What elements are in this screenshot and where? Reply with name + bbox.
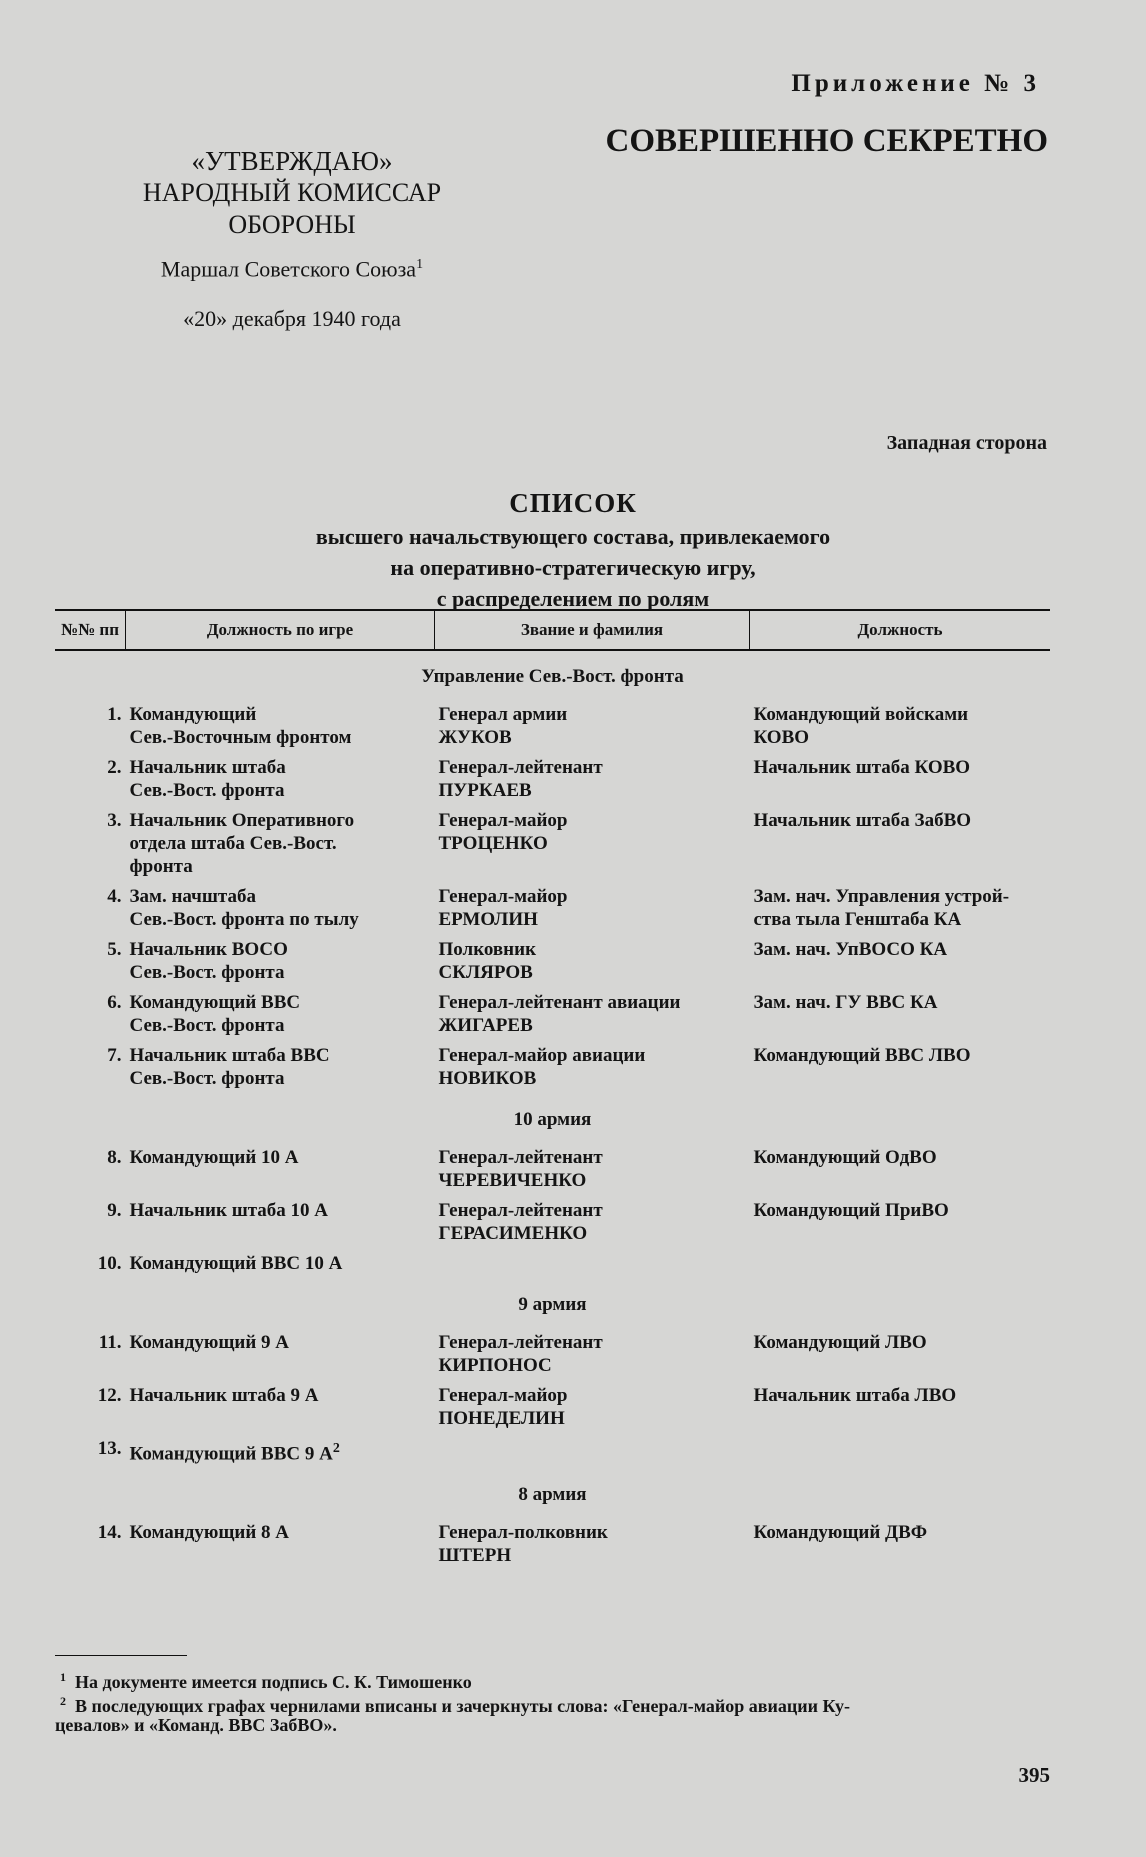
rank-and-name-text: Генерал-полковник — [438, 1522, 608, 1544]
game-role-line — [130, 756, 431, 779]
game-role — [126, 700, 435, 753]
rank-and-name — [435, 988, 750, 1041]
game-role-line — [130, 961, 431, 984]
actual-post-line — [754, 726, 1047, 749]
rank-and-name-line — [439, 1146, 746, 1169]
rank-and-name-line — [439, 703, 746, 726]
rank-and-name-text: ЕРМОЛИН — [438, 909, 538, 930]
rank-and-name-text: ПУРКАЕВ — [438, 780, 532, 801]
rank-and-name-line — [439, 726, 746, 749]
game-role-text: Сев.-Вост. фронта — [129, 1068, 285, 1089]
footnote-1-text: На документе имеется подпись С. К. Тимошенко — [75, 1672, 472, 1692]
section-row — [55, 650, 1050, 700]
actual-post-line — [754, 885, 1047, 908]
actual-post — [750, 1434, 1051, 1469]
actual-post-text: Командующий ЛВО — [753, 1332, 927, 1353]
rank-and-name-text: Генерал-лейтенант — [438, 1200, 603, 1221]
game-role — [126, 1249, 435, 1279]
actual-post-line — [754, 908, 1047, 931]
actual-post-text: Зам. нач. Управления устрой- — [753, 886, 1010, 907]
game-role-line — [130, 991, 431, 1014]
actual-post-text: Зам. нач. ГУ ВВС КА — [753, 992, 938, 1013]
row-number: 1. — [107, 704, 122, 725]
section-title: 10 армия — [513, 1109, 592, 1130]
rank-and-name-text: НОВИКОВ — [438, 1068, 537, 1089]
footnote-2-mark: 2 — [60, 1694, 66, 1708]
rank-and-name-line — [439, 1067, 746, 1090]
rank-and-name-line — [439, 1331, 746, 1354]
actual-post — [750, 882, 1051, 935]
approval-signatory — [120, 249, 464, 285]
rank-and-name — [435, 1518, 750, 1571]
game-role-line — [130, 1146, 431, 1169]
col-header-role: Должность по игре — [126, 610, 435, 650]
rank-and-name — [435, 806, 750, 882]
row-number: 6. — [107, 992, 122, 1013]
game-role-line — [130, 1014, 431, 1037]
actual-post-line — [754, 1331, 1047, 1354]
section-title: Управление Сев.-Вост. фронта — [421, 666, 684, 687]
rank-and-name-line — [439, 809, 746, 832]
actual-post-line — [754, 1044, 1047, 1067]
row-number: 10. — [97, 1253, 122, 1274]
side-label: Западная сторона — [886, 432, 1047, 454]
game-role — [126, 1041, 435, 1094]
row-number: 3. — [107, 810, 122, 831]
actual-post-line — [754, 809, 1047, 832]
game-role-text: Командующий 8 А — [129, 1522, 290, 1544]
rank-and-name — [435, 1434, 750, 1469]
rank-and-name-line — [439, 1354, 746, 1377]
rank-and-name-text: СКЛЯРОВ — [438, 962, 533, 983]
game-role-line — [130, 1044, 431, 1067]
table-row — [55, 1518, 1050, 1571]
table-row — [55, 1381, 1050, 1434]
rank-and-name — [435, 935, 750, 988]
game-role-line — [130, 809, 431, 832]
table-row — [55, 1041, 1050, 1094]
rank-and-name — [435, 1381, 750, 1434]
rank-and-name-line — [439, 1384, 746, 1407]
col-header-number: №№ пп — [55, 610, 126, 650]
rank-and-name-line — [439, 991, 746, 1014]
row-number: 7. — [107, 1045, 122, 1066]
game-role-line — [130, 779, 431, 802]
actual-post-line — [754, 1521, 1047, 1544]
game-role-text: Командующий 9 А — [129, 1332, 290, 1353]
rank-and-name-text: Генерал-лейтенант — [438, 1332, 603, 1353]
actual-post-line — [754, 1199, 1047, 1222]
game-role — [126, 753, 435, 806]
section-row — [55, 1469, 1050, 1518]
game-role-line — [130, 1067, 431, 1090]
rank-and-name-line — [439, 961, 746, 984]
actual-post — [750, 935, 1051, 988]
list-title-line-2: на оперативно-стратегическую игру, — [390, 555, 756, 580]
footnote-1-mark: 1 — [60, 1670, 66, 1684]
rank-and-name — [435, 700, 750, 753]
actual-post — [750, 1518, 1051, 1571]
col-header-post: Должность — [750, 610, 1051, 650]
section-title: 9 армия — [518, 1294, 587, 1315]
game-role-text: Сев.-Восточным фронтом — [129, 727, 352, 748]
actual-post-text: Начальник штаба КОВО — [753, 757, 971, 778]
game-role-line — [130, 726, 431, 749]
game-role-line — [130, 908, 431, 931]
actual-post — [750, 753, 1051, 806]
actual-post-line — [754, 938, 1047, 961]
row-number: 2. — [107, 757, 122, 778]
game-role — [126, 1518, 435, 1571]
game-role-text: Начальник штаба 10 А — [129, 1200, 329, 1221]
rank-and-name-line — [439, 756, 746, 779]
actual-post-line — [754, 756, 1047, 779]
game-role — [126, 806, 435, 882]
rank-and-name — [435, 1143, 750, 1196]
actual-post — [750, 1041, 1051, 1094]
game-role-text: Сев.-Вост. фронта по тылу — [129, 909, 359, 930]
row-number: 8. — [107, 1147, 122, 1168]
table-body — [55, 650, 1050, 1571]
row-number: 11. — [98, 1332, 122, 1353]
page-number: 395 — [1018, 1763, 1050, 1787]
rank-and-name-line — [439, 1199, 746, 1222]
game-role-line — [130, 703, 431, 726]
actual-post — [750, 700, 1051, 753]
footnote-2-text: В последующих графах чернилами вписаны и зачеркнуты слова: «Генерал-майор авиации Ку- — [75, 1696, 851, 1716]
rank-and-name-line — [439, 1222, 746, 1245]
game-role-line — [130, 1437, 431, 1465]
game-role-text: фронта — [129, 856, 193, 877]
rank-and-name-text: Генерал-лейтенант — [438, 1147, 603, 1168]
rank-and-name-line — [439, 1544, 746, 1567]
rank-and-name-text: ТРОЦЕНКО — [438, 833, 548, 854]
annex-label: Приложение № 3 — [791, 70, 1040, 97]
game-role-text: Начальник Оперативного — [129, 810, 355, 831]
rank-and-name-text: Генерал-майор — [438, 886, 568, 907]
actual-post-line — [754, 1384, 1047, 1407]
approval-date: «20» декабря 1940 года — [183, 306, 401, 332]
col-header-rank: Звание и фамилия — [435, 610, 750, 650]
actual-post — [750, 1196, 1051, 1249]
rank-and-name-line — [439, 832, 746, 855]
table-row — [55, 1249, 1050, 1279]
list-title-main: СПИСОК — [509, 488, 637, 518]
table-row — [55, 1434, 1050, 1469]
footnote-2-continuation: цевалов» и «Команд. ВВС ЗабВО». — [55, 1715, 337, 1735]
actual-post-text: Командующий ДВФ — [753, 1522, 928, 1544]
section-row — [55, 1094, 1050, 1143]
game-role — [126, 935, 435, 988]
game-role-line — [130, 938, 431, 961]
actual-post-text: Начальник штаба ЛВО — [753, 1385, 957, 1406]
actual-post-text: Начальник штаба ЗабВО — [753, 810, 972, 831]
row-number: 14. — [97, 1522, 122, 1544]
game-role-text: Начальник ВОСО — [129, 939, 288, 960]
game-role-text: отдела штаба Сев.-Вост. — [129, 833, 337, 854]
table-row — [55, 988, 1050, 1041]
actual-post — [750, 1328, 1051, 1381]
roles-table — [55, 609, 1050, 1571]
actual-post — [750, 1143, 1051, 1196]
signatory-text: Маршал Советского Союза — [160, 256, 417, 282]
approval-line-1: «УТВЕРЖДАЮ» — [191, 146, 393, 176]
rank-and-name-line — [439, 908, 746, 931]
game-role-text: Начальник штаба ВВС — [129, 1045, 330, 1066]
approval-line-3: ОБОРОНЫ — [228, 210, 356, 239]
game-role-text: Сев.-Вост. фронта — [129, 962, 285, 983]
footnote-ref-1: 1 — [416, 257, 424, 272]
actual-post-line — [754, 1146, 1047, 1169]
row-number: 12. — [97, 1385, 122, 1406]
classification-stamp: СОВЕРШЕННО СЕКРЕТНО — [605, 123, 1048, 159]
table-row — [55, 806, 1050, 882]
rank-and-name — [435, 1328, 750, 1381]
rank-and-name-line — [439, 1014, 746, 1037]
table-row — [55, 700, 1050, 753]
actual-post-text: ства тыла Генштаба КА — [753, 909, 962, 930]
rank-and-name — [435, 882, 750, 935]
table-row — [55, 882, 1050, 935]
actual-post — [750, 1381, 1051, 1434]
rank-and-name-line — [439, 779, 746, 802]
game-role-line — [130, 1521, 431, 1544]
rank-and-name-text: ЧЕРЕВИЧЕНКО — [438, 1170, 587, 1191]
game-role — [126, 988, 435, 1041]
table-row — [55, 753, 1050, 806]
table-row — [55, 1328, 1050, 1381]
rank-and-name-line — [439, 1521, 746, 1544]
game-role-text: Командующий ВВС 10 А — [129, 1253, 343, 1274]
game-role — [126, 882, 435, 935]
actual-post — [750, 1249, 1051, 1279]
rank-and-name-text: ЖУКОВ — [438, 727, 512, 748]
rank-and-name-line — [439, 938, 746, 961]
footnote-ref: 2 — [332, 1441, 340, 1456]
table-row — [55, 1143, 1050, 1196]
actual-post-text: Командующий ВВС ЛВО — [753, 1045, 971, 1066]
actual-post-text: Командующий ПриВО — [753, 1200, 949, 1221]
section-row — [55, 1279, 1050, 1328]
footnote-divider — [55, 1655, 187, 1656]
rank-and-name — [435, 753, 750, 806]
rank-and-name — [435, 1249, 750, 1279]
rank-and-name-text: ГЕРАСИМЕНКО — [438, 1223, 588, 1244]
rank-and-name-text: Полковник — [438, 939, 537, 960]
actual-post — [750, 988, 1051, 1041]
rank-and-name — [435, 1041, 750, 1094]
game-role — [126, 1434, 435, 1469]
list-title-line-3: с распределением по ролям — [436, 586, 710, 611]
rank-and-name-text: КИРПОНОС — [438, 1355, 552, 1376]
actual-post-text: Командующий ОдВО — [753, 1147, 937, 1168]
rank-and-name-text: Генерал-майор авиации — [438, 1045, 646, 1066]
rank-and-name-text: ПОНЕДЕЛИН — [438, 1408, 565, 1429]
row-number: 9. — [107, 1200, 122, 1221]
rank-and-name-text: Генерал-лейтенант — [438, 757, 603, 778]
actual-post-line — [754, 991, 1047, 1014]
table-row — [55, 935, 1050, 988]
game-role-text: Командующий ВВС 9 А — [129, 1443, 333, 1465]
rank-and-name-text: ЖИГАРЕВ — [438, 1015, 533, 1036]
game-role-line — [130, 885, 431, 908]
table-row — [55, 1196, 1050, 1249]
game-role — [126, 1143, 435, 1196]
rank-and-name — [435, 1196, 750, 1249]
table-header-row — [55, 610, 1050, 650]
row-number: 4. — [107, 886, 122, 907]
game-role-text: Командующий — [129, 704, 257, 725]
rank-and-name-text: ШТЕРН — [438, 1545, 512, 1567]
rank-and-name-text: Генерал-лейтенант авиации — [438, 992, 681, 1013]
rank-and-name-text: Генерал-майор — [438, 1385, 568, 1406]
game-role-line — [130, 1384, 431, 1407]
game-role-text: Начальник штаба — [129, 757, 286, 778]
game-role-text: Командующий 10 А — [129, 1147, 299, 1168]
rank-and-name-line — [439, 1044, 746, 1067]
approval-block — [120, 145, 464, 335]
game-role — [126, 1328, 435, 1381]
row-number: 13. — [97, 1438, 122, 1459]
actual-post-text: Зам. нач. УпВОСО КА — [753, 939, 948, 960]
rank-and-name-text: Генерал-майор — [438, 810, 568, 831]
list-title — [0, 488, 1146, 612]
game-role — [126, 1196, 435, 1249]
rank-and-name-line — [439, 1169, 746, 1192]
actual-post-text: Командующий войсками — [753, 704, 969, 725]
game-role-text: Начальник штаба 9 А — [129, 1385, 319, 1406]
game-role-line — [130, 855, 431, 878]
game-role-line — [130, 1252, 431, 1275]
game-role-text: Командующий ВВС — [129, 992, 301, 1013]
row-number: 5. — [107, 939, 122, 960]
rank-and-name-line — [439, 885, 746, 908]
actual-post-line — [754, 703, 1047, 726]
game-role-line — [130, 832, 431, 855]
game-role-text: Зам. начштаба — [129, 886, 256, 907]
section-title: 8 армия — [518, 1484, 587, 1506]
rank-and-name-text: Генерал армии — [438, 704, 568, 725]
actual-post — [750, 806, 1051, 882]
game-role-text: Сев.-Вост. фронта — [129, 780, 285, 801]
game-role — [126, 1381, 435, 1434]
list-title-line-1: высшего начальствующего состава, привлекаемого — [315, 524, 831, 549]
approval-line-2: НАРОДНЫЙ КОМИССАР — [142, 178, 442, 207]
actual-post-text: КОВО — [753, 727, 810, 748]
game-role-line — [130, 1199, 431, 1222]
game-role-line — [130, 1331, 431, 1354]
rank-and-name-line — [439, 1407, 746, 1430]
game-role-text: Сев.-Вост. фронта — [129, 1015, 285, 1036]
